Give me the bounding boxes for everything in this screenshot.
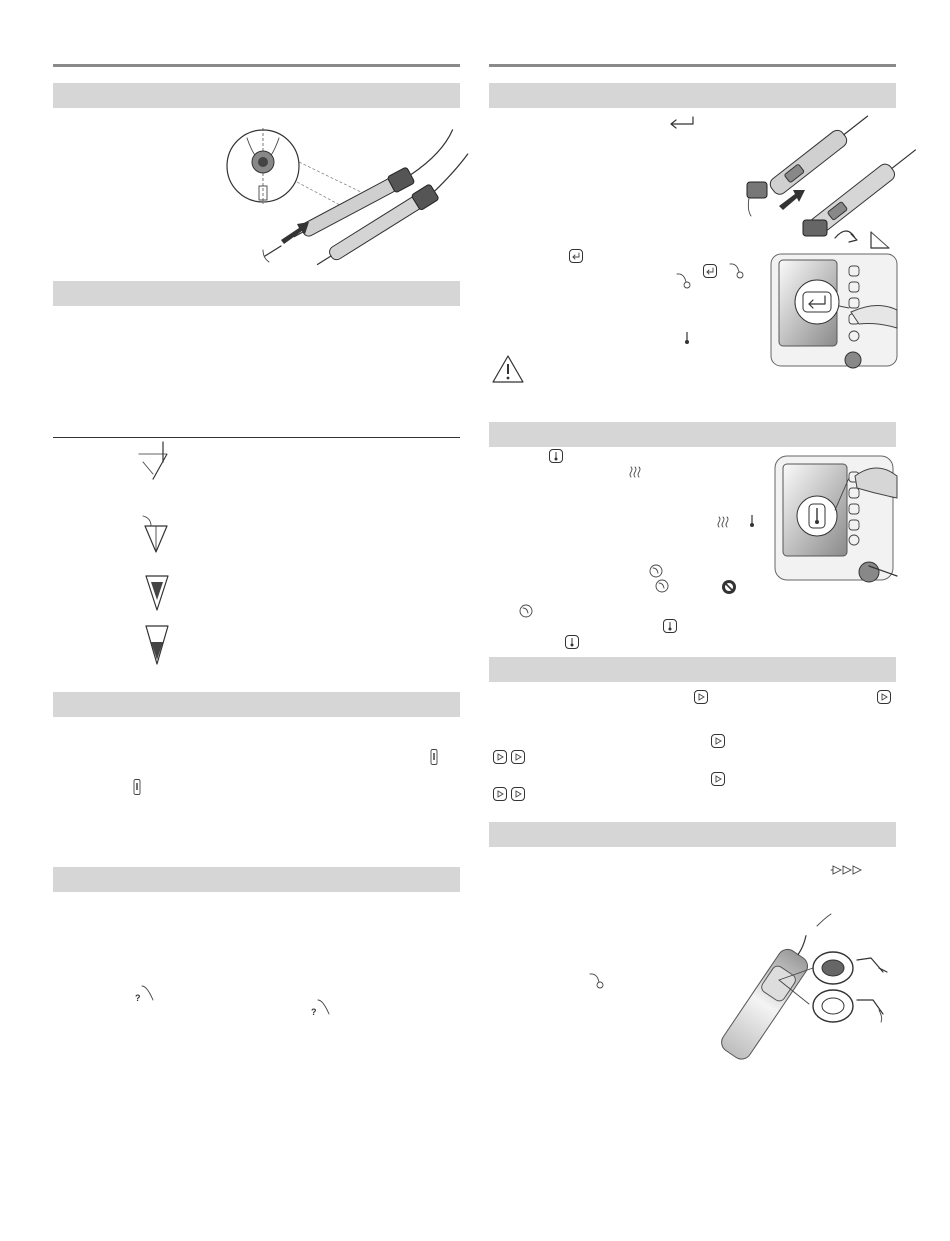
thermometer-button-icon — [565, 635, 579, 649]
tip-changer-illustration — [743, 120, 903, 250]
table-rule — [53, 437, 460, 438]
handpiece-insertion-illustration — [225, 124, 465, 264]
play-button-icon — [493, 787, 507, 801]
play-button-icon — [877, 690, 891, 704]
section-header-bar — [53, 83, 460, 108]
svg-text:?: ? — [311, 1007, 317, 1017]
tip-wear-diagram-replace — [143, 620, 171, 666]
tip-wear-diagram-new — [137, 440, 171, 480]
thermometer-icon — [133, 779, 141, 795]
section-header-bar — [53, 692, 460, 717]
heat-waves-icon — [717, 516, 731, 528]
tip-button-icon — [649, 564, 663, 578]
enter-button-icon — [569, 249, 583, 263]
thermometer-icon — [749, 514, 755, 528]
section-header-bar — [53, 281, 460, 306]
section-header-bar — [489, 657, 896, 682]
triple-triangle-icon — [831, 864, 865, 876]
section-header-bar — [489, 83, 896, 108]
play-button-icon — [511, 787, 525, 801]
warning-triangle-icon — [491, 354, 525, 384]
tip-wear-check-illustration — [721, 914, 901, 1044]
section-header-bar — [489, 422, 896, 447]
tip-button-icon — [655, 579, 669, 593]
play-button-icon — [711, 734, 725, 748]
file-tip-icon — [589, 972, 605, 990]
left-top-rule — [53, 64, 460, 67]
file-tip-icon — [729, 262, 745, 280]
file-tip-icon — [676, 272, 692, 290]
thermometer-icon — [684, 331, 690, 345]
enter-button-icon — [703, 264, 717, 278]
question-tip-icon — [133, 984, 155, 1004]
section-header-bar — [53, 867, 460, 892]
svg-text:?: ? — [135, 993, 141, 1003]
control-panel-heat-illustration — [773, 454, 897, 584]
right-top-rule — [489, 64, 896, 67]
play-button-icon — [694, 690, 708, 704]
enter-arrow-icon — [669, 116, 695, 128]
right-column — [489, 64, 896, 1064]
question-tip-icon — [309, 998, 331, 1018]
control-panel-enter-illustration — [767, 252, 897, 368]
thermometer-button-icon — [549, 449, 563, 463]
play-button-icon — [511, 750, 525, 764]
tip-off-icon — [721, 579, 737, 595]
tip-wear-diagram-worn — [141, 512, 171, 554]
section-header-bar — [489, 822, 896, 847]
thermometer-icon — [430, 749, 438, 765]
tip-button-icon — [519, 604, 533, 618]
play-button-icon — [711, 772, 725, 786]
heat-waves-icon — [629, 466, 643, 478]
tip-wear-diagram-filled — [143, 570, 171, 612]
left-column — [53, 64, 460, 1064]
play-button-icon — [493, 750, 507, 764]
thermometer-button-icon — [663, 619, 677, 633]
